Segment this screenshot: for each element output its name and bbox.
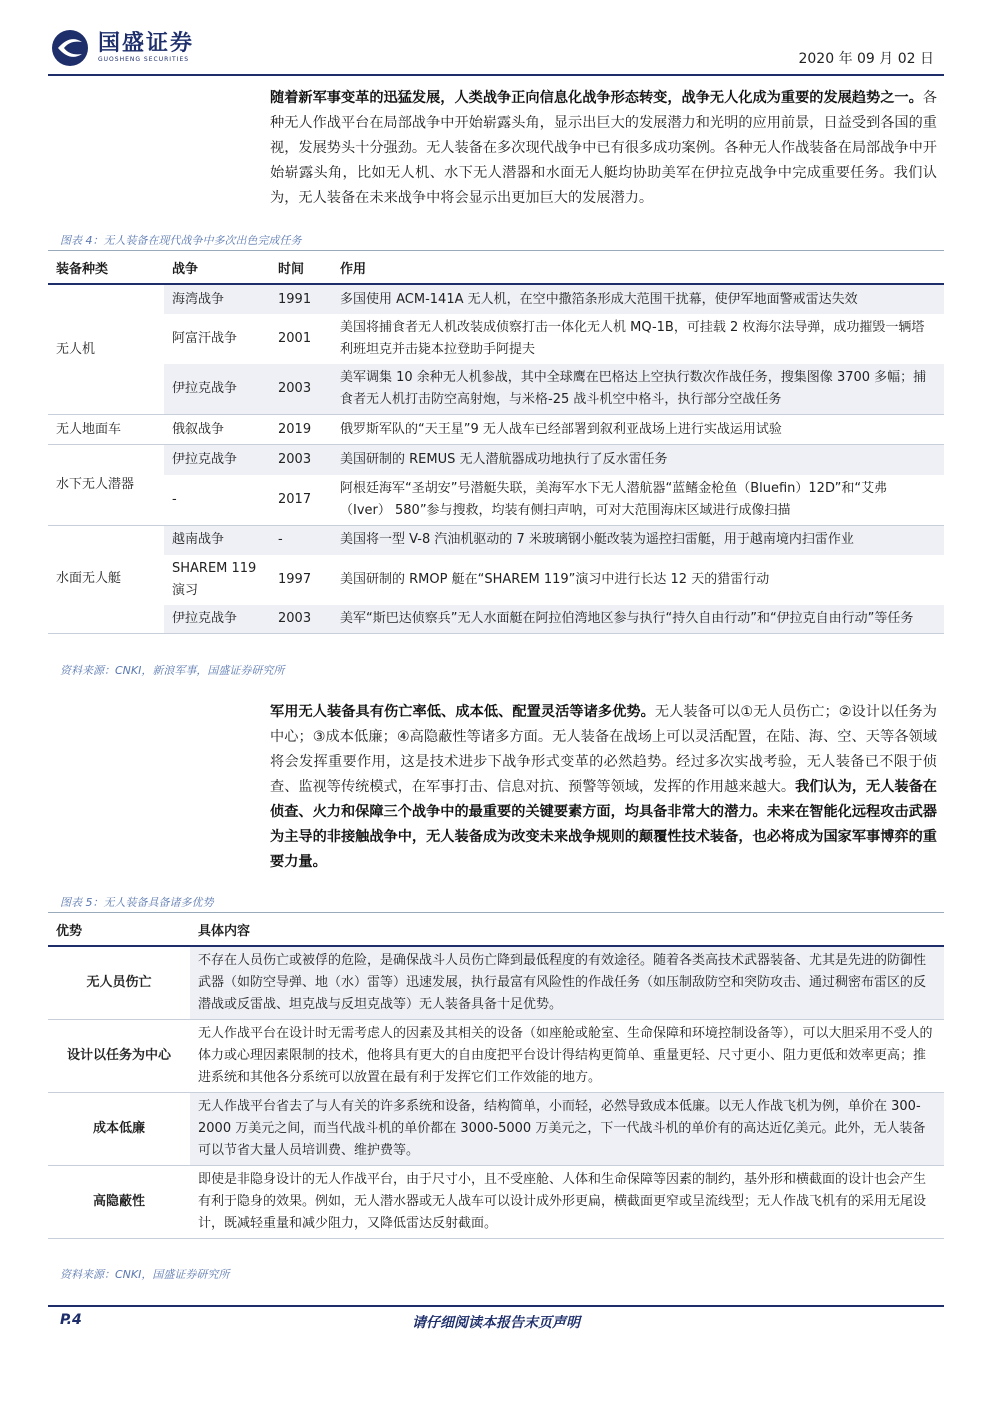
table2-caption: 图表 5：无人装备具备诸多优势 <box>60 896 214 909</box>
t1-year: 2019 <box>270 415 332 445</box>
intro-bold: 随着新军事变革的迅猛发展，人类战争正向信息化战争形态转变，战争无人化成为重要的发展趋势之一。 <box>270 90 923 106</box>
t1-year: 2003 <box>270 364 332 415</box>
report-date: 2020 年 09 月 02 日 <box>798 51 934 67</box>
table-row <box>48 364 944 415</box>
logo-english: GUOSHENG SECURITIES <box>98 56 190 63</box>
t2-content: 无人作战平台省去了与人有关的许多系统和设备，结构简单，小而轻，必然导致成本低廉。以无人作战飞机为例，单价在 300-2000 万美元之间，而当代战斗机的单价都在 3000-5000 万美元之，下一代战斗机的单价有的高达近亿美元。此外，无人装备可以节省大量人员培训费、维护费等。 <box>190 1093 944 1166</box>
table-row <box>48 1093 944 1166</box>
table-row <box>48 555 944 605</box>
table-row <box>48 445 944 475</box>
table-row <box>48 475 944 526</box>
t2-content: 无人作战平台在设计时无需考虑人的因素及其相关的设备（如座舱或舱室、生命保障和环境控制设备等），可以大胆采用不受人的体力或心理因素限制的技术，他将具有更大的自由度把平台设计得结构更简单、重量更轻、尺寸更小、阻力更低和效率更高；推进系统和其他各分系统可以放置在最有利于发挥它们工作效能的地方。 <box>190 1020 944 1093</box>
table2-source: 资料来源：CNKI，国盛证券研究所 <box>60 1268 230 1281</box>
table-row <box>48 415 944 445</box>
t2-key: 高隐蔽性 <box>48 1166 190 1239</box>
advantages-paragraph <box>270 700 937 875</box>
t1-war: 伊拉克战争 <box>164 364 270 415</box>
t1-effect: 美国将捕食者无人机改装成侦察打击一体化无人机 MQ-1B，可挂载 2 枚海尔法导弹，成功摧毁一辆塔利班坦克并击毙本拉登助手阿提夫 <box>340 320 925 357</box>
t1-year: 2003 <box>270 445 332 475</box>
t1-year: 1991 <box>270 284 332 314</box>
t1-effect: 美国研制的 RMOP 艇在“SHAREM 119”演习中进行长达 12 天的猎雷行动 <box>340 572 770 587</box>
t1-war: 俄叙战争 <box>164 415 270 445</box>
table1-caption: 图表 4：无人装备在现代战争中多次出色完成任务 <box>60 234 302 247</box>
header-divider <box>48 74 944 76</box>
t2-header-advantage: 优势 <box>48 914 190 946</box>
table-row <box>48 314 944 364</box>
t1-effect: 多国使用 ACM-141A 无人机，在空中撒箔条形成大范围干扰幕，使伊军地面警戒雷达失效 <box>332 284 944 314</box>
t2-key: 无人员伤亡 <box>48 946 190 1020</box>
table-row <box>48 1166 944 1239</box>
t1-header-category: 装备种类 <box>48 252 164 284</box>
table-row <box>48 946 944 1020</box>
t1-war: 阿富汗战争 <box>172 331 238 346</box>
table-row <box>48 284 944 314</box>
t2-key: 设计以任务为中心 <box>48 1020 190 1093</box>
intro-text: 各种无人作战平台在局部战争中开始崭露头角，显示出巨大的发展潜力和光明的应用前景，日益受到各国的重视，发展势头十分强劲。无人装备在多次现代战争中已有很多成功案例。各种无人作战装备在局部战争中开始崭露头角，比如无人机、水下无人潜器和水面无人艇均协助美军在伊拉克战争中完成重要任务。我们认为，无人装备在未来战争中将会显示出更加巨大的发展潜力。 <box>270 90 937 206</box>
t1-war: 海湾战争 <box>164 284 270 314</box>
t2-content: 即使是非隐身设计的无人作战平台，由于尺寸小，且不受座舱、人体和生命保障等因素的制约，基外形和横截面的设计也会产生有利于隐身的效果。例如，无人潜水器或无人战车可以设计成外形更扁，横截面更窄或呈流线型；无人作战飞机有的采用无尾设计，既减轻重量和减少阻力，又降低雷达反射截面。 <box>190 1166 944 1239</box>
table-row <box>48 525 944 555</box>
t1-war: SHAREM 119 演习 <box>172 561 257 598</box>
t1-header-war: 战争 <box>164 252 270 284</box>
t1-war: 越南战争 <box>164 525 270 555</box>
t1-category-uuv: 水下无人潜器 <box>48 445 164 526</box>
company-logo <box>50 28 230 68</box>
t1-category-uav: 无人机 <box>48 284 164 415</box>
table1-unmanned-missions <box>48 252 944 634</box>
table-row <box>48 605 944 634</box>
t1-war: 伊拉克战争 <box>164 445 270 475</box>
table2-advantages <box>48 914 944 1239</box>
t1-year: 1997 <box>278 572 312 587</box>
t2-content: 不存在人员伤亡或被俘的危险，是确保战斗人员伤亡降到最低程度的有效途径。随着各类高技术武器装备、尤其是先进的防御性武器（如防空导弹、地（水）雷等）迅速发展，执行最富有风险性的作战任务（如压制敌防空和突防攻击、通过稠密布雷区的反潜战或反雷战、坦克战与反坦克战等）无人装备具备十足优势。 <box>190 946 944 1020</box>
t1-header-year: 时间 <box>270 252 332 284</box>
t1-category-ugv: 无人地面车 <box>48 415 164 445</box>
t2-key: 成本低廉 <box>48 1093 190 1166</box>
guosheng-logo-icon <box>50 28 90 68</box>
t1-effect: 美国将一型 V-8 汽油机驱动的 7 米玻璃钢小艇改装为遥控扫雷艇，用于越南境内扫雷作业 <box>332 525 944 555</box>
t1-year: 2001 <box>278 331 312 346</box>
t1-category-usv: 水面无人艇 <box>48 525 164 634</box>
t1-header-effect: 作用 <box>332 252 944 284</box>
adv-text: 无人装备可以①无人员伤亡；②设计以任务为中心；③成本低廉；④高隐蔽性等诸多方面。无人装备在战场上可以灵活配置，在陆、海、空、天等各领域将会发挥重要作用，这是技术进步下战争形式变革的必然趋势。经过多次实战考验，无人装备已不限于侦查、监视等传统模式，在军事打击、信息对抗、预警等领域，发挥的作用越来越大。 <box>270 704 937 795</box>
logo-chinese: 国盛证券 <box>98 31 195 56</box>
adv-bold-lead: 军用无人装备具有伤亡率低、成本低、配置灵活等诸多优势。 <box>270 704 655 720</box>
t1-year: 2003 <box>270 605 332 634</box>
table2-caption-line <box>48 912 944 913</box>
adv-bold-conclusion: 我们认为，无人装备在侦查、火力和保障三个战争中的最重要的关键要素方面，均具备非常大的潜力。未来在智能化远程攻击武器为主导的非接触战争中，无人装备成为改变未来战争规则的颠覆性技术装备，也必将成为国家军事博弈的重要力量。 <box>270 779 937 870</box>
t1-war: - <box>172 491 177 507</box>
t1-effect: 俄罗斯军队的“天王星”9 无人战车已经部署到叙利亚战场上进行实战运用试验 <box>332 415 944 445</box>
page-number: P.4 <box>60 1312 82 1328</box>
table-row <box>48 1020 944 1093</box>
t1-effect: 美军调集 10 余种无人机参战，其中全球鹰在巴格达上空执行数次作战任务，搜集图像 3700 多幅；捕食者无人机打击防空高射炮，与米格-25 战斗机空中格斗，执行部分空战任务 <box>332 364 944 415</box>
t2-header-content: 具体内容 <box>190 914 944 946</box>
intro-paragraph <box>270 86 937 211</box>
t1-year: - <box>270 525 332 555</box>
t1-effect: 美军“斯巴达侦察兵”无人水面艇在阿拉伯湾地区参与执行“持久自由行动”和“伊拉克自由行动”等任务 <box>332 605 944 634</box>
t1-year: 2017 <box>278 491 312 507</box>
t1-effect: 阿根廷海军“圣胡安”号潜艇失联，美海军水下无人潜航器“蓝鳍金枪鱼（Bluefin）12D”和“艾弗（Iver） 580”参与搜救，均装有侧扫声呐，可对大范围海床区域进行成像扫描 <box>340 480 888 518</box>
footer-divider <box>48 1305 944 1307</box>
t1-war: 伊拉克战争 <box>164 605 270 634</box>
t1-effect: 美国研制的 REMUS 无人潜航器成功地执行了反水雷任务 <box>332 445 944 475</box>
table1-caption-line <box>48 250 944 251</box>
table1-source: 资料来源：CNKI，新浪军事，国盛证券研究所 <box>60 664 285 677</box>
footer-disclaimer: 请仔细阅读本报告末页声明 <box>412 1315 580 1331</box>
